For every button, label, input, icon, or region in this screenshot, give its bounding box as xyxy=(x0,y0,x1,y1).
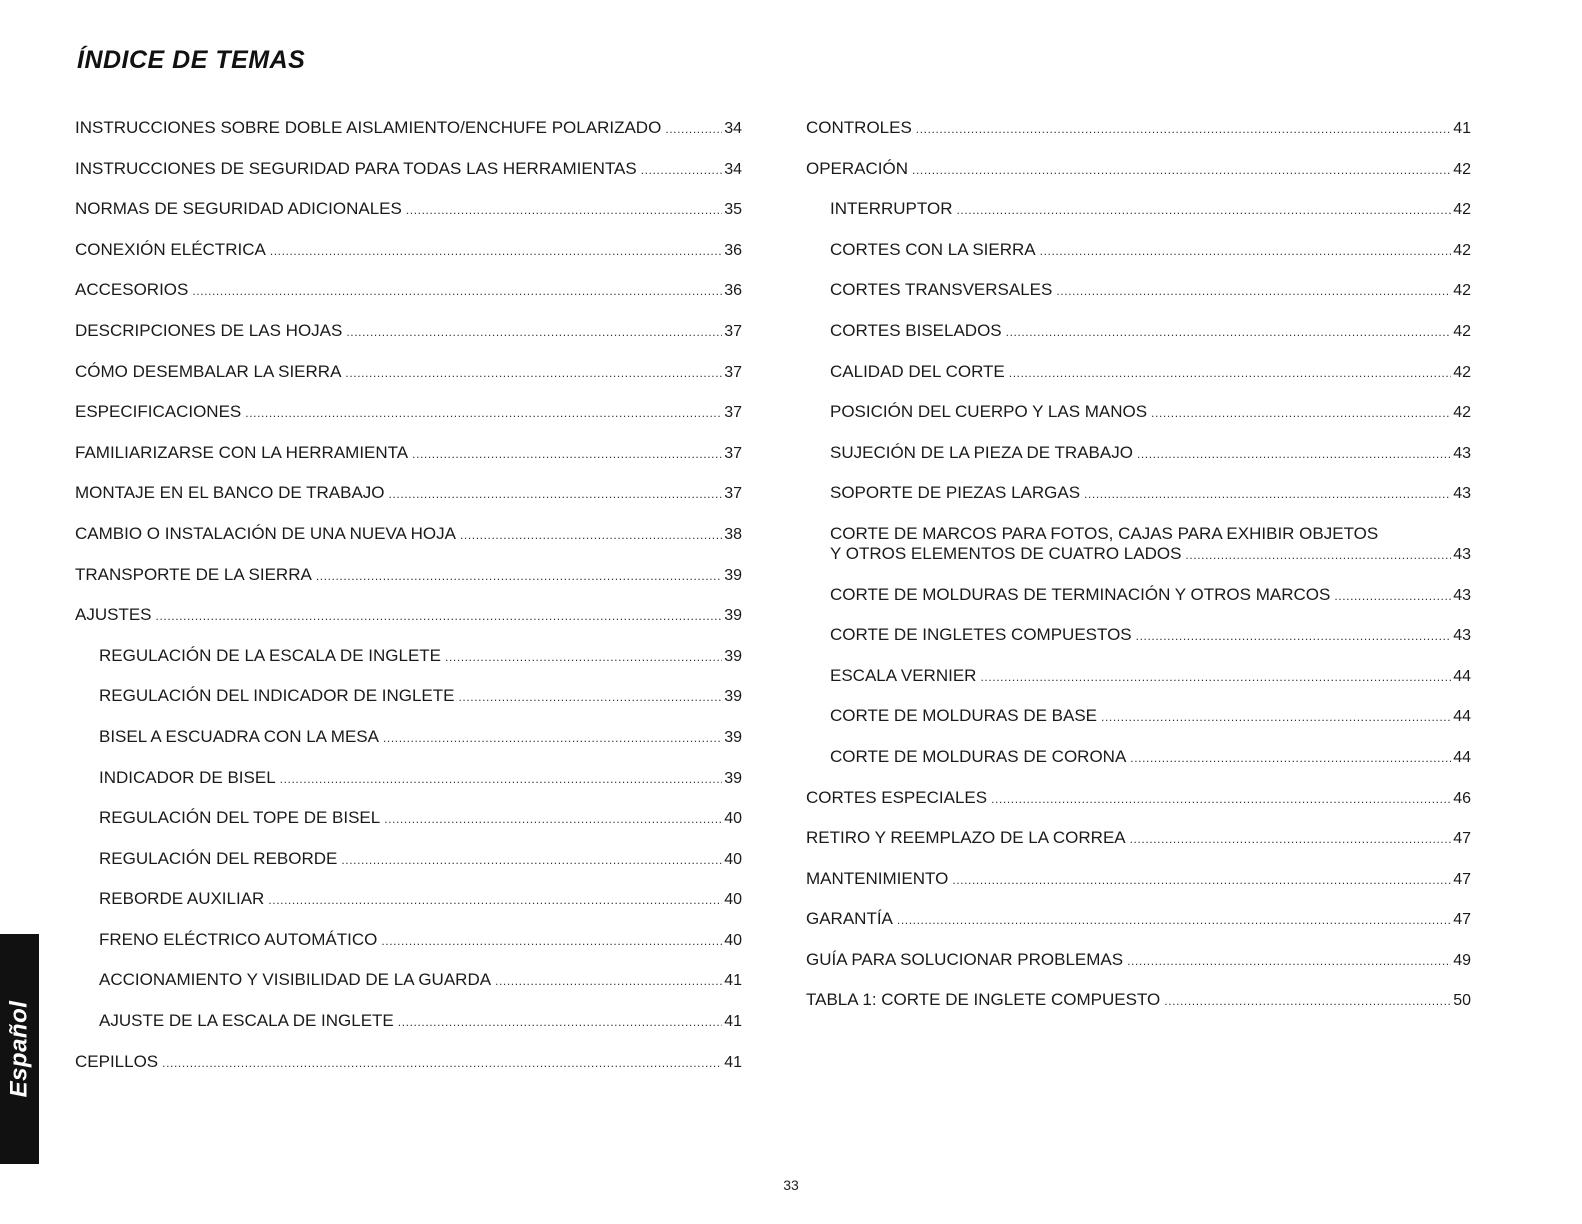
dot-leader xyxy=(916,119,1451,139)
toc-entry-page: 38 xyxy=(724,525,742,543)
dot-leader xyxy=(1040,241,1452,261)
dot-leader xyxy=(952,870,1451,890)
toc-entry-label: TABLA 1: CORTE DE INGLETE COMPUESTO xyxy=(806,990,1161,1010)
dot-leader xyxy=(1137,444,1451,464)
toc-entry-page: 41 xyxy=(1453,120,1471,137)
dot-leader xyxy=(1136,626,1452,646)
dot-leader xyxy=(1056,281,1451,301)
toc-entry-label: CÓMO DESEMBALAR LA SIERRA xyxy=(75,361,342,381)
dot-leader xyxy=(980,667,1451,687)
toc-entry-label: FRENO ELÉCTRICO AUTOMÁTICO xyxy=(99,929,378,949)
toc-subentry[interactable] xyxy=(806,280,1471,301)
toc-entry-label: CONEXIÓN ELÉCTRICA xyxy=(75,239,266,259)
dot-leader xyxy=(665,119,722,139)
toc-right-column xyxy=(806,118,1471,1031)
toc-entry-label: REGULACIÓN DEL TOPE DE BISEL xyxy=(99,808,381,828)
language-side-tab-label: Español xyxy=(5,1000,33,1098)
toc-entry-page: 47 xyxy=(1453,830,1471,848)
dot-leader xyxy=(1009,363,1451,383)
toc-entry-label: SOPORTE DE PIEZAS LARGAS xyxy=(830,483,1081,503)
toc-entry-page: 46 xyxy=(1453,789,1471,807)
toc-subentry[interactable] xyxy=(75,1011,742,1032)
dot-leader xyxy=(912,160,1451,180)
toc-entry-page: 37 xyxy=(724,485,742,503)
toc-entry[interactable] xyxy=(806,118,1471,139)
dot-leader xyxy=(1101,707,1451,727)
dot-leader xyxy=(270,241,722,261)
toc-entry-page: 40 xyxy=(724,810,742,828)
dot-leader xyxy=(1127,951,1451,971)
toc-subentry[interactable] xyxy=(75,686,742,707)
toc-entry-label: GUÍA PARA SOLUCIONAR PROBLEMAS xyxy=(806,949,1124,969)
toc-subentry[interactable] xyxy=(806,524,1471,565)
toc-entry-page: 40 xyxy=(724,891,742,909)
dot-leader xyxy=(641,160,722,180)
toc-entry-label: NORMAS DE SEGURIDAD ADICIONALES xyxy=(75,199,402,219)
toc-entry-page: 39 xyxy=(724,688,742,706)
toc-entry-page: 35 xyxy=(724,201,742,219)
toc-subentry[interactable] xyxy=(75,849,742,870)
toc-entry-label: CORTES BISELADOS xyxy=(830,320,1002,340)
toc-entry-label: REGULACIÓN DE LA ESCALA DE INGLETE xyxy=(99,645,442,665)
toc-entry-page: 34 xyxy=(724,160,742,178)
toc-entry-label: CORTES CON LA SIERRA xyxy=(830,239,1036,259)
toc-entry-page: 42 xyxy=(1453,363,1471,381)
toc-entry[interactable] xyxy=(75,605,742,626)
dot-leader xyxy=(1130,829,1452,849)
dot-leader xyxy=(459,687,723,707)
dot-leader xyxy=(1185,545,1451,565)
toc-entry-label: INSTRUCCIONES SOBRE DOBLE AISLAMIENTO/ENCHUFE POLARIZADO xyxy=(75,118,662,137)
toc-entry-label: CORTE DE MOLDURAS DE CORONA xyxy=(830,746,1127,766)
dot-leader xyxy=(991,789,1451,809)
dot-leader xyxy=(384,809,722,829)
toc-entry[interactable] xyxy=(806,950,1471,971)
dot-leader xyxy=(341,850,722,870)
toc-entry-page: 41 xyxy=(724,972,742,990)
toc-entry-page: 44 xyxy=(1453,708,1471,726)
dot-leader xyxy=(383,728,722,748)
toc-subentry[interactable] xyxy=(75,727,742,748)
toc-entry-page: 42 xyxy=(1453,404,1471,422)
toc-subentry[interactable] xyxy=(806,706,1471,727)
toc-entry-label: AJUSTES xyxy=(75,605,152,625)
toc-entry[interactable] xyxy=(806,828,1471,849)
dot-leader xyxy=(345,363,722,383)
toc-entry-label: REBORDE AUXILIAR xyxy=(99,889,265,909)
toc-entry-page: 39 xyxy=(724,769,742,787)
toc-subentry[interactable] xyxy=(806,666,1471,687)
toc-entry[interactable] xyxy=(75,118,742,139)
dot-leader xyxy=(956,200,1451,220)
toc-entry-label: CORTES ESPECIALES xyxy=(806,787,988,807)
toc-entry[interactable] xyxy=(806,788,1471,809)
toc-entry-label: CORTE DE MOLDURAS DE TERMINACIÓN Y OTROS MARCOS xyxy=(830,584,1331,604)
toc-entry-label: MONTAJE EN EL BANCO DE TRABAJO xyxy=(75,483,385,503)
toc-entry-label: CALIDAD DEL CORTE xyxy=(830,361,1005,381)
dot-leader xyxy=(406,200,722,220)
dot-leader xyxy=(460,525,722,545)
toc-entry-label: CORTE DE INGLETES COMPUESTOS xyxy=(830,625,1132,645)
dot-leader xyxy=(156,606,723,626)
dot-leader xyxy=(316,566,722,586)
toc-entry[interactable] xyxy=(806,909,1471,930)
dot-leader xyxy=(1334,586,1451,606)
toc-entry-label: CEPILLOS xyxy=(75,1051,159,1071)
toc-entry-page: 50 xyxy=(1453,992,1471,1010)
toc-entry-label: ACCESORIOS xyxy=(75,280,189,300)
toc-entry-continuation xyxy=(830,544,1471,565)
toc-entry-page: 39 xyxy=(724,566,742,584)
toc-left-column xyxy=(75,118,742,1092)
toc-subentry[interactable] xyxy=(806,625,1471,646)
toc-subentry[interactable] xyxy=(75,808,742,829)
toc-entry[interactable] xyxy=(806,990,1471,1011)
toc-entry-page: 43 xyxy=(1453,627,1471,645)
toc-subentry[interactable] xyxy=(806,483,1471,504)
dot-leader xyxy=(398,1012,722,1032)
page-number: 33 xyxy=(783,1177,799,1193)
toc-entry-page: 43 xyxy=(1453,485,1471,503)
dot-leader xyxy=(162,1053,722,1073)
toc-subentry[interactable] xyxy=(806,443,1471,464)
toc-entry-label: INSTRUCCIONES DE SEGURIDAD PARA TODAS LAS HERRAMIENTAS xyxy=(75,158,637,178)
toc-entry-page: 39 xyxy=(724,728,742,746)
toc-entry-page: 39 xyxy=(724,607,742,625)
toc-entry[interactable] xyxy=(75,1052,742,1073)
toc-entry-page: 42 xyxy=(1453,160,1471,178)
toc-entry[interactable] xyxy=(75,280,742,301)
toc-subentry[interactable] xyxy=(806,240,1471,261)
toc-entry-label: CAMBIO O INSTALACIÓN DE UNA NUEVA HOJA xyxy=(75,523,456,543)
toc-subentry[interactable] xyxy=(75,930,742,951)
toc-entry-label: OPERACIÓN xyxy=(806,158,909,178)
toc-entry-label: CONTROLES xyxy=(806,118,912,137)
toc-entry-label: MANTENIMIENTO xyxy=(806,868,949,888)
toc-entry-label: CORTES TRANSVERSALES xyxy=(830,280,1053,300)
toc-entry-label: FAMILIARIZARSE CON LA HERRAMIENTA xyxy=(75,442,409,462)
toc-entry-page: 42 xyxy=(1453,241,1471,259)
dot-leader xyxy=(412,444,722,464)
dot-leader xyxy=(1164,991,1451,1011)
dot-leader xyxy=(192,281,722,301)
dot-leader xyxy=(1006,322,1452,342)
dot-leader xyxy=(389,484,723,504)
toc-entry[interactable] xyxy=(75,321,742,342)
toc-entry-page: 39 xyxy=(724,647,742,665)
toc-entry-page: 37 xyxy=(724,322,742,340)
toc-subentry[interactable] xyxy=(806,747,1471,768)
toc-entry-page: 36 xyxy=(724,282,742,300)
toc-entry[interactable] xyxy=(75,159,742,180)
toc-entry[interactable] xyxy=(75,240,742,261)
toc-entry-label: CORTE DE MOLDURAS DE BASE xyxy=(830,706,1098,726)
dot-leader xyxy=(245,403,722,423)
toc-entry[interactable] xyxy=(75,524,742,545)
toc-entry[interactable] xyxy=(806,159,1471,180)
toc-subentry[interactable] xyxy=(806,362,1471,383)
toc-entry-page: 37 xyxy=(724,404,742,422)
toc-entry-label-line2: Y OTROS ELEMENTOS DE CUATRO LADOS xyxy=(830,543,1182,563)
toc-subentry[interactable] xyxy=(806,402,1471,423)
toc-entry-label: AJUSTE DE LA ESCALA DE INGLETE xyxy=(99,1011,394,1031)
toc-entry[interactable] xyxy=(75,402,742,423)
toc-entry[interactable] xyxy=(75,565,742,586)
toc-entry-label: CORTE DE MARCOS PARA FOTOS, CAJAS PARA EXHIBIR OBJETOS xyxy=(830,523,1379,543)
toc-subentry[interactable] xyxy=(75,970,742,991)
dot-leader xyxy=(897,910,1451,930)
toc-entry[interactable] xyxy=(806,869,1471,890)
toc-entry-label: INDICADOR DE BISEL xyxy=(99,767,276,787)
toc-entry[interactable] xyxy=(75,362,742,383)
toc-entry-label: BISEL A ESCUADRA CON LA MESA xyxy=(99,726,379,746)
toc-entry-page: 40 xyxy=(724,931,742,949)
dot-leader xyxy=(280,769,723,789)
toc-entry-label: ESCALA VERNIER xyxy=(830,665,977,685)
toc-entry-page: 43 xyxy=(1453,545,1471,563)
toc-entry-page: 42 xyxy=(1453,322,1471,340)
toc-entry-page: 43 xyxy=(1453,444,1471,462)
toc-entry-label: INTERRUPTOR xyxy=(830,199,953,219)
toc-subentry[interactable] xyxy=(806,199,1471,220)
toc-entry-page: 42 xyxy=(1453,282,1471,300)
toc-subentry[interactable] xyxy=(806,585,1471,606)
toc-entry[interactable] xyxy=(75,483,742,504)
toc-entry-label: POSICIÓN DEL CUERPO Y LAS MANOS xyxy=(830,402,1148,422)
dot-leader xyxy=(1130,748,1451,768)
toc-entry-page: 37 xyxy=(724,363,742,381)
toc-entry[interactable] xyxy=(75,443,742,464)
toc-entry-label: ACCIONAMIENTO Y VISIBILIDAD DE LA GUARDA xyxy=(99,970,492,990)
toc-entry-label: DESCRIPCIONES DE LAS HOJAS xyxy=(75,320,343,340)
toc-entry-page: 36 xyxy=(724,241,742,259)
dot-leader xyxy=(1151,403,1451,423)
toc-entry-page: 44 xyxy=(1453,667,1471,685)
dot-leader xyxy=(445,647,722,667)
toc-entry-label: REGULACIÓN DEL INDICADOR DE INGLETE xyxy=(99,686,455,706)
toc-entry-label: TRANSPORTE DE LA SIERRA xyxy=(75,564,312,584)
dot-leader xyxy=(381,931,722,951)
toc-entry-page: 43 xyxy=(1453,586,1471,604)
toc-entry-page: 40 xyxy=(724,850,742,868)
language-side-tab xyxy=(0,934,39,1164)
toc-subentry[interactable] xyxy=(75,768,742,789)
toc-entry-label: REGULACIÓN DEL REBORDE xyxy=(99,848,338,868)
toc-entry-label: GARANTÍA xyxy=(806,909,893,929)
toc-entry-page: 41 xyxy=(724,1053,742,1071)
toc-entry-page: 49 xyxy=(1453,951,1471,969)
toc-subentry[interactable] xyxy=(75,889,742,910)
toc-entry-page: 37 xyxy=(724,444,742,462)
toc-entry-label: SUJECIÓN DE LA PIEZA DE TRABAJO xyxy=(830,442,1133,462)
toc-entry-page: 41 xyxy=(724,1013,742,1031)
toc-entry-label: ESPECIFICACIONES xyxy=(75,402,242,422)
page-title: ÍNDICE DE TEMAS xyxy=(77,46,306,74)
toc-entry-label: RETIRO Y REEMPLAZO DE LA CORREA xyxy=(806,828,1126,848)
toc-entry-page: 34 xyxy=(724,120,742,137)
toc-subentry[interactable] xyxy=(806,321,1471,342)
dot-leader xyxy=(268,890,722,910)
dot-leader xyxy=(1084,484,1451,504)
toc-entry[interactable] xyxy=(75,199,742,220)
toc-entry-page: 47 xyxy=(1453,870,1471,888)
dot-leader xyxy=(495,971,722,991)
toc-subentry[interactable] xyxy=(75,646,742,667)
dot-leader xyxy=(346,322,722,342)
toc-entry-page: 44 xyxy=(1453,748,1471,766)
toc-entry-page: 47 xyxy=(1453,911,1471,929)
toc-entry-page: 42 xyxy=(1453,201,1471,219)
